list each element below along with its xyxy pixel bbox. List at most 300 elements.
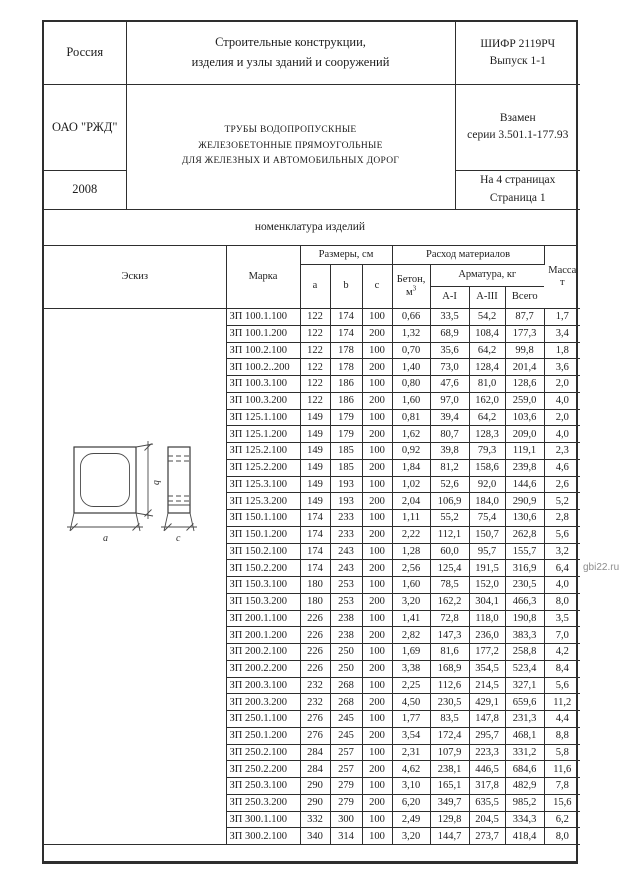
value-cell: 232 <box>300 677 330 694</box>
value-cell: 1,32 <box>392 325 430 342</box>
value-cell: 184,0 <box>469 493 505 510</box>
value-cell: 103,6 <box>505 409 544 426</box>
value-cell: 190,8 <box>505 610 544 627</box>
value-cell: 340 <box>300 828 330 845</box>
mark-cell: ЗП 300.2.100 <box>226 828 300 845</box>
value-cell: 149 <box>300 443 330 460</box>
value-cell: 466,3 <box>505 593 544 610</box>
watermark: gbi22.ru <box>583 562 620 573</box>
value-cell: 179 <box>330 426 362 443</box>
country-cell: Россия <box>44 22 126 84</box>
value-cell: 482,9 <box>505 778 544 795</box>
value-cell: 200 <box>362 426 392 443</box>
value-cell: 1,02 <box>392 476 430 493</box>
value-cell: 100 <box>362 744 392 761</box>
value-cell: 178 <box>330 359 362 376</box>
mark-cell: ЗП 125.3.200 <box>226 493 300 510</box>
value-cell: 5,6 <box>544 677 580 694</box>
document-frame <box>42 20 578 864</box>
value-cell: 162,2 <box>430 593 469 610</box>
value-cell: 149 <box>300 493 330 510</box>
value-cell: 80,7 <box>430 426 469 443</box>
year-cell: 2008 <box>44 170 126 209</box>
mark-cell: ЗП 250.3.100 <box>226 778 300 795</box>
col-header-dimensions: Размеры, см <box>300 246 392 265</box>
value-cell: 3,5 <box>544 610 580 627</box>
value-cell: 200 <box>362 359 392 376</box>
value-cell: 233 <box>330 526 362 543</box>
value-cell: 177,3 <box>505 325 544 342</box>
value-cell: 3,38 <box>392 660 430 677</box>
value-cell: 8,4 <box>544 660 580 677</box>
value-cell: 47,6 <box>430 376 469 393</box>
mark-cell: ЗП 125.2.200 <box>226 459 300 476</box>
value-cell: 4,6 <box>544 459 580 476</box>
value-cell: 200 <box>362 526 392 543</box>
value-cell: 332 <box>300 811 330 828</box>
value-cell: 2,31 <box>392 744 430 761</box>
value-cell: 6,2 <box>544 811 580 828</box>
value-cell: 158,6 <box>469 459 505 476</box>
value-cell: 284 <box>300 761 330 778</box>
value-cell: 200 <box>362 392 392 409</box>
mark-cell: ЗП 250.2.200 <box>226 761 300 778</box>
value-cell: 64,2 <box>469 409 505 426</box>
value-cell: 92,0 <box>469 476 505 493</box>
value-cell: 258,8 <box>505 644 544 661</box>
value-cell: 226 <box>300 660 330 677</box>
value-cell: 230,5 <box>505 577 544 594</box>
category-line2: изделия и узлы зданий и сооружений <box>191 54 390 69</box>
value-cell: 276 <box>300 727 330 744</box>
nomenclature-table <box>44 246 580 862</box>
category-line1: Строительные конструкции, <box>215 35 366 50</box>
value-cell: 150,7 <box>469 526 505 543</box>
value-cell: 253 <box>330 577 362 594</box>
cipher-issue: Выпуск 1-1 <box>489 54 546 67</box>
value-cell: 4,0 <box>544 426 580 443</box>
value-cell: 186 <box>330 392 362 409</box>
value-cell: 226 <box>300 627 330 644</box>
value-cell: 147,3 <box>430 627 469 644</box>
value-cell: 100 <box>362 309 392 326</box>
footer-strip <box>44 845 580 862</box>
value-cell: 55,2 <box>430 510 469 527</box>
value-cell: 223,3 <box>469 744 505 761</box>
value-cell: 2,82 <box>392 627 430 644</box>
value-cell: 250 <box>330 644 362 661</box>
value-cell: 204,5 <box>469 811 505 828</box>
title-block <box>44 22 580 210</box>
value-cell: 79,3 <box>469 443 505 460</box>
doc-title-line3: ДЛЯ ЖЕЛЕЗНЫХ И АВТОМОБИЛЬНЫХ ДОРОГ <box>181 156 400 167</box>
value-cell: 1,41 <box>392 610 430 627</box>
value-cell: 155,7 <box>505 543 544 560</box>
value-cell: 100 <box>362 342 392 359</box>
value-cell: 178 <box>330 342 362 359</box>
value-cell: 200 <box>362 325 392 342</box>
value-cell: 316,9 <box>505 560 544 577</box>
value-cell: 1,69 <box>392 644 430 661</box>
value-cell: 122 <box>300 309 330 326</box>
value-cell: 174 <box>300 526 330 543</box>
value-cell: 4,0 <box>544 392 580 409</box>
value-cell: 317,8 <box>469 778 505 795</box>
value-cell: 2,8 <box>544 510 580 527</box>
table-row <box>44 309 580 326</box>
value-cell: 238,1 <box>430 761 469 778</box>
value-cell: 75,4 <box>469 510 505 527</box>
sketch-front-opening <box>80 454 129 507</box>
value-cell: 2,6 <box>544 476 580 493</box>
value-cell: 64,2 <box>469 342 505 359</box>
mark-cell: ЗП 125.1.100 <box>226 409 300 426</box>
value-cell: 11,2 <box>544 694 580 711</box>
value-cell: 200 <box>362 627 392 644</box>
value-cell: 2,56 <box>392 560 430 577</box>
value-cell: 72,8 <box>430 610 469 627</box>
value-cell: 243 <box>330 560 362 577</box>
value-cell: 147,8 <box>469 711 505 728</box>
pages-line2: Страница 1 <box>489 191 546 204</box>
table-body <box>44 309 580 845</box>
value-cell: 119,1 <box>505 443 544 460</box>
mark-cell: ЗП 100.3.200 <box>226 392 300 409</box>
value-cell: 162,0 <box>469 392 505 409</box>
value-cell: 635,5 <box>469 794 505 811</box>
value-cell: 2,3 <box>544 443 580 460</box>
value-cell: 100 <box>362 543 392 560</box>
value-cell: 108,4 <box>469 325 505 342</box>
value-cell: 100 <box>362 677 392 694</box>
value-cell: 295,7 <box>469 727 505 744</box>
value-cell: 185 <box>330 443 362 460</box>
value-cell: 177,2 <box>469 644 505 661</box>
value-cell: 60,0 <box>430 543 469 560</box>
value-cell: 314 <box>330 828 362 845</box>
sketch-cell <box>44 309 226 845</box>
value-cell: 245 <box>330 727 362 744</box>
value-cell: 383,3 <box>505 627 544 644</box>
value-cell: 300 <box>330 811 362 828</box>
value-cell: 0,81 <box>392 409 430 426</box>
value-cell: 2,0 <box>544 409 580 426</box>
value-cell: 100 <box>362 443 392 460</box>
value-cell: 268 <box>330 677 362 694</box>
value-cell: 429,1 <box>469 694 505 711</box>
value-cell: 81,6 <box>430 644 469 661</box>
value-cell: 149 <box>300 476 330 493</box>
value-cell: 6,20 <box>392 794 430 811</box>
value-cell: 174 <box>300 560 330 577</box>
value-cell: 279 <box>330 794 362 811</box>
value-cell: 2,25 <box>392 677 430 694</box>
value-cell: 1,60 <box>392 577 430 594</box>
value-cell: 1,28 <box>392 543 430 560</box>
value-cell: 149 <box>300 426 330 443</box>
value-cell: 193 <box>330 476 362 493</box>
value-cell: 100 <box>362 711 392 728</box>
value-cell: 149 <box>300 459 330 476</box>
mark-cell: ЗП 150.3.200 <box>226 593 300 610</box>
value-cell: 8,0 <box>544 593 580 610</box>
value-cell: 100 <box>362 811 392 828</box>
value-cell: 186 <box>330 376 362 393</box>
value-cell: 5,8 <box>544 744 580 761</box>
value-cell: 112,1 <box>430 526 469 543</box>
value-cell: 259,0 <box>505 392 544 409</box>
col-header-concrete <box>392 265 430 309</box>
mark-cell: ЗП 200.2.100 <box>226 644 300 661</box>
value-cell: 122 <box>300 392 330 409</box>
doc-title-line1: ТРУБЫ ВОДОПРОПУСКНЫЕ <box>224 124 357 135</box>
document-title-cell <box>126 84 455 209</box>
value-cell: 2,22 <box>392 526 430 543</box>
value-cell: 2,0 <box>544 376 580 393</box>
mark-cell: ЗП 200.3.200 <box>226 694 300 711</box>
value-cell: 327,1 <box>505 677 544 694</box>
value-cell: 81,0 <box>469 376 505 393</box>
pipe-sketch <box>60 439 210 547</box>
value-cell: 200 <box>362 761 392 778</box>
value-cell: 149 <box>300 409 330 426</box>
value-cell: 4,2 <box>544 644 580 661</box>
value-cell: 6,4 <box>544 560 580 577</box>
value-cell: 290 <box>300 794 330 811</box>
value-cell: 354,5 <box>469 660 505 677</box>
col-header-rebar: Арматура, кг <box>430 265 544 287</box>
value-cell: 174 <box>300 543 330 560</box>
value-cell: 33,5 <box>430 309 469 326</box>
section-title: номенклатура изделий <box>44 210 576 246</box>
mark-cell: ЗП 250.2.100 <box>226 744 300 761</box>
value-cell: 236,0 <box>469 627 505 644</box>
value-cell: 165,1 <box>430 778 469 795</box>
value-cell: 3,6 <box>544 359 580 376</box>
table-header <box>44 246 580 309</box>
value-cell: 144,6 <box>505 476 544 493</box>
col-header-mark: Марка <box>226 246 300 309</box>
value-cell: 185 <box>330 459 362 476</box>
value-cell: 100 <box>362 577 392 594</box>
value-cell: 128,3 <box>469 426 505 443</box>
value-cell: 5,2 <box>544 493 580 510</box>
mark-cell: ЗП 150.2.200 <box>226 560 300 577</box>
value-cell: 128,4 <box>469 359 505 376</box>
mark-cell: ЗП 150.1.100 <box>226 510 300 527</box>
value-cell: 174 <box>330 309 362 326</box>
value-cell: 35,6 <box>430 342 469 359</box>
value-cell: 112,6 <box>430 677 469 694</box>
value-cell: 191,5 <box>469 560 505 577</box>
col-header-a: a <box>300 265 330 309</box>
value-cell: 239,8 <box>505 459 544 476</box>
doc-title-line2: ЖЕЛЕЗОБЕТОННЫЕ ПРЯМОУГОЛЬНЫЕ <box>198 140 383 151</box>
value-cell: 1,7 <box>544 309 580 326</box>
value-cell: 152,0 <box>469 577 505 594</box>
value-cell: 418,4 <box>505 828 544 845</box>
value-cell: 3,54 <box>392 727 430 744</box>
value-cell: 15,6 <box>544 794 580 811</box>
value-cell: 4,62 <box>392 761 430 778</box>
value-cell: 268 <box>330 694 362 711</box>
col-header-c: c <box>362 265 392 309</box>
value-cell: 95,7 <box>469 543 505 560</box>
value-cell: 284 <box>300 744 330 761</box>
value-cell: 226 <box>300 644 330 661</box>
value-cell: 523,4 <box>505 660 544 677</box>
col-header-b: b <box>330 265 362 309</box>
value-cell: 122 <box>300 342 330 359</box>
value-cell: 129,8 <box>430 811 469 828</box>
sketch-label-b: b <box>150 480 162 485</box>
mark-cell: ЗП 125.1.200 <box>226 426 300 443</box>
value-cell: 214,5 <box>469 677 505 694</box>
value-cell: 180 <box>300 593 330 610</box>
mark-cell: ЗП 250.1.100 <box>226 711 300 728</box>
value-cell: 180 <box>300 577 330 594</box>
value-cell: 273,7 <box>469 828 505 845</box>
mark-cell: ЗП 150.2.100 <box>226 543 300 560</box>
mark-cell: ЗП 200.1.100 <box>226 610 300 627</box>
mark-cell: ЗП 125.2.100 <box>226 443 300 460</box>
value-cell: 233 <box>330 510 362 527</box>
org-cell: ОАО "РЖД" <box>44 84 126 170</box>
value-cell: 144,7 <box>430 828 469 845</box>
value-cell: 985,2 <box>505 794 544 811</box>
value-cell: 2,49 <box>392 811 430 828</box>
value-cell: 73,0 <box>430 359 469 376</box>
value-cell: 3,20 <box>392 593 430 610</box>
value-cell: 100 <box>362 778 392 795</box>
value-cell: 128,6 <box>505 376 544 393</box>
value-cell: 209,0 <box>505 426 544 443</box>
col-header-materials: Расход материалов <box>392 246 544 265</box>
value-cell: 257 <box>330 761 362 778</box>
sketch-label-c: c <box>175 533 181 544</box>
mass-label-line1: Масса <box>548 264 577 276</box>
value-cell: 245 <box>330 711 362 728</box>
sketch-label-a: a <box>102 533 108 544</box>
value-cell: 172,4 <box>430 727 469 744</box>
value-cell: 331,2 <box>505 744 544 761</box>
cipher-code: ШИФР 2119РЧ <box>480 37 556 50</box>
value-cell: 200 <box>362 493 392 510</box>
value-cell: 279 <box>330 778 362 795</box>
value-cell: 107,9 <box>430 744 469 761</box>
value-cell: 174 <box>300 510 330 527</box>
category-cell <box>126 22 455 84</box>
replaces-line1: Взамен <box>499 111 536 124</box>
replaces-line2: серии 3.501.1-177.93 <box>467 129 569 141</box>
value-cell: 4,0 <box>544 577 580 594</box>
sketch-side-outline <box>168 447 190 513</box>
value-cell: 99,8 <box>505 342 544 359</box>
value-cell: 8,8 <box>544 727 580 744</box>
value-cell: 200 <box>362 593 392 610</box>
value-cell: 290,9 <box>505 493 544 510</box>
value-cell: 290 <box>300 778 330 795</box>
value-cell: 1,40 <box>392 359 430 376</box>
value-cell: 100 <box>362 610 392 627</box>
value-cell: 106,9 <box>430 493 469 510</box>
value-cell: 257 <box>330 744 362 761</box>
value-cell: 3,20 <box>392 828 430 845</box>
mark-cell: ЗП 125.3.100 <box>226 476 300 493</box>
mark-cell: ЗП 300.1.100 <box>226 811 300 828</box>
value-cell: 250 <box>330 660 362 677</box>
value-cell: 100 <box>362 376 392 393</box>
mark-cell: ЗП 200.3.100 <box>226 677 300 694</box>
value-cell: 232 <box>300 694 330 711</box>
value-cell: 11,6 <box>544 761 580 778</box>
value-cell: 122 <box>300 376 330 393</box>
col-header-mass <box>544 246 580 309</box>
value-cell: 1,60 <box>392 392 430 409</box>
value-cell: 1,8 <box>544 342 580 359</box>
value-cell: 200 <box>362 794 392 811</box>
value-cell: 7,0 <box>544 627 580 644</box>
value-cell: 1,77 <box>392 711 430 728</box>
mark-cell: ЗП 200.2.200 <box>226 660 300 677</box>
value-cell: 200 <box>362 459 392 476</box>
concrete-label: Бетон, <box>396 274 426 286</box>
value-cell: 230,5 <box>430 694 469 711</box>
value-cell: 262,8 <box>505 526 544 543</box>
value-cell: 39,4 <box>430 409 469 426</box>
value-cell: 200 <box>362 560 392 577</box>
mark-cell: ЗП 100.1.100 <box>226 309 300 326</box>
value-cell: 0,80 <box>392 376 430 393</box>
value-cell: 0,92 <box>392 443 430 460</box>
value-cell: 78,5 <box>430 577 469 594</box>
value-cell: 226 <box>300 610 330 627</box>
value-cell: 201,4 <box>505 359 544 376</box>
col-header-sketch: Эскиз <box>44 246 226 309</box>
value-cell: 68,9 <box>430 325 469 342</box>
value-cell: 238 <box>330 627 362 644</box>
value-cell: 349,7 <box>430 794 469 811</box>
mark-cell: ЗП 100.1.200 <box>226 325 300 342</box>
value-cell: 243 <box>330 543 362 560</box>
value-cell: 1,62 <box>392 426 430 443</box>
value-cell: 468,1 <box>505 727 544 744</box>
value-cell: 0,66 <box>392 309 430 326</box>
value-cell: 8,0 <box>544 828 580 845</box>
value-cell: 193 <box>330 493 362 510</box>
value-cell: 100 <box>362 476 392 493</box>
replaces-cell <box>455 84 580 170</box>
mark-cell: ЗП 200.1.200 <box>226 627 300 644</box>
value-cell: 174 <box>330 325 362 342</box>
value-cell: 304,1 <box>469 593 505 610</box>
value-cell: 52,6 <box>430 476 469 493</box>
value-cell: 200 <box>362 660 392 677</box>
value-cell: 446,5 <box>469 761 505 778</box>
col-header-rebar-total: Всего <box>505 287 544 309</box>
mark-cell: ЗП 150.1.200 <box>226 526 300 543</box>
value-cell: 200 <box>362 727 392 744</box>
value-cell: 83,5 <box>430 711 469 728</box>
value-cell: 122 <box>300 359 330 376</box>
value-cell: 54,2 <box>469 309 505 326</box>
value-cell: 238 <box>330 610 362 627</box>
value-cell: 130,6 <box>505 510 544 527</box>
concrete-unit-sup: 3 <box>412 284 417 292</box>
sketch-front-outline <box>74 447 136 513</box>
pages-cell <box>455 170 580 209</box>
value-cell: 125,4 <box>430 560 469 577</box>
